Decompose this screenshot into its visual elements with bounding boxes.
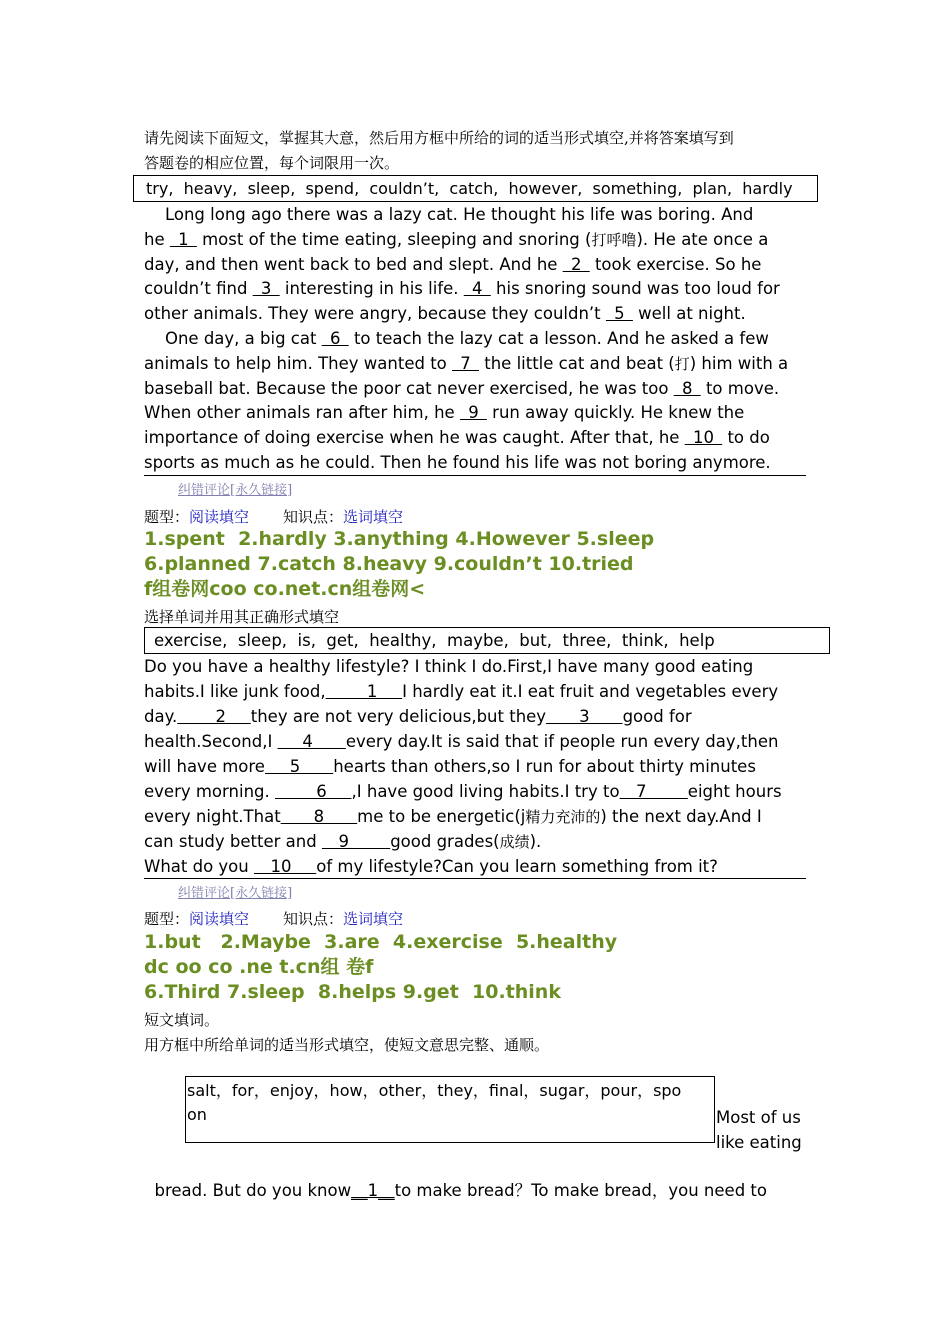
passage-line bbox=[144, 277, 780, 301]
text-segment: One day, a big cat bbox=[144, 329, 322, 348]
passage-line bbox=[144, 755, 756, 779]
instruction-line-2: 答题卷的相应位置，每个词限用一次。 bbox=[144, 154, 400, 172]
answer-line-3: f组卷网coo co.net.cn组卷网< bbox=[144, 578, 426, 600]
passage-line bbox=[144, 327, 769, 351]
blank-1[interactable]: __1__ bbox=[351, 1181, 395, 1200]
divider-1 bbox=[144, 475, 806, 476]
word-box-3-line-1: salt，for，enjoy，how，other，they，final，sugar，pour，spo bbox=[187, 1081, 682, 1100]
section-3-heading: 短文填词。 bbox=[144, 1011, 220, 1029]
passage-line bbox=[144, 426, 770, 450]
passage-line bbox=[144, 805, 762, 829]
text-segment: they are not very delicious,but they bbox=[250, 707, 547, 726]
answer-line-4: 1.but 2.Maybe 3.are 4.exercise 5.healthy bbox=[144, 931, 618, 953]
text-segment: the little cat and beat ( bbox=[479, 353, 675, 373]
error-report-link-2[interactable]: 纠错评论[永久链接] bbox=[178, 886, 293, 901]
text-segment: to teach the lazy cat a lesson. And he asked a few bbox=[348, 329, 769, 348]
question-meta-2 bbox=[144, 908, 403, 929]
passage-line bbox=[144, 377, 779, 401]
text-segment: sports as much as he could. Then he found his life was not boring anymore. bbox=[144, 453, 771, 472]
answer-blank[interactable]: 10 bbox=[684, 428, 723, 448]
text-segment: When other animals ran after him, he bbox=[144, 403, 460, 423]
answer-blank[interactable]: 2 bbox=[562, 254, 590, 274]
answer-blank[interactable]: 5 bbox=[605, 304, 633, 324]
text-segment: good for bbox=[622, 707, 692, 726]
type-label: 题型： bbox=[144, 508, 190, 526]
answer-blank[interactable]: 1 bbox=[325, 682, 403, 701]
word-box-1-text: try, heavy, sleep, spend, couldn’t, catch, however, something, plan, hardly bbox=[146, 179, 793, 198]
divider-2 bbox=[144, 878, 806, 879]
side-text-2: like eating bbox=[716, 1133, 802, 1152]
answer-blank[interactable]: 1 bbox=[169, 229, 197, 249]
passage-line bbox=[144, 253, 761, 277]
passage-line bbox=[144, 855, 718, 879]
passage-line bbox=[144, 401, 744, 425]
passage-line bbox=[144, 451, 771, 475]
type-label: 题型： bbox=[144, 910, 190, 928]
text-segment: other animals. They were angry, because they couldn’t bbox=[144, 304, 606, 324]
passage-line bbox=[144, 730, 778, 754]
text-segment: 打 bbox=[674, 354, 690, 373]
text-segment: every morning. bbox=[144, 782, 275, 801]
text-segment: ). bbox=[529, 832, 542, 851]
word-box-3 bbox=[185, 1076, 715, 1143]
answer-blank[interactable]: 2 bbox=[177, 707, 251, 726]
word-box-1 bbox=[133, 175, 818, 202]
passage-line bbox=[144, 680, 778, 704]
passage-line bbox=[144, 655, 753, 679]
knowledge-label: 知识点： bbox=[283, 910, 344, 928]
text-segment: ,I have good living habits.I try to bbox=[351, 782, 620, 801]
answer-blank[interactable]: 10 bbox=[253, 857, 317, 876]
error-report-link-1[interactable]: 纠错评论[永久链接] bbox=[178, 483, 293, 498]
knowledge-value-link[interactable]: 选词填空 bbox=[343, 508, 404, 526]
word-box-2 bbox=[144, 627, 830, 654]
text-segment: eight hours bbox=[687, 782, 782, 801]
text-segment: to move. bbox=[700, 378, 780, 398]
knowledge-label: 知识点： bbox=[283, 508, 344, 526]
section-3-instruction: 用方框中所给单词的适当形式填空，使短文意思完整、通顺。 bbox=[144, 1036, 550, 1054]
answer-line-5: dc oo co .ne t.cn组 卷f bbox=[144, 956, 374, 978]
word-box-3-line-2: on bbox=[187, 1105, 207, 1124]
answer-blank[interactable]: 9 bbox=[459, 403, 487, 423]
text-segment: animals to help him. They wanted to bbox=[144, 353, 452, 373]
text-segment: couldn’t find bbox=[144, 279, 253, 299]
text-segment: day, and then went back to bed and slept. And he bbox=[144, 254, 563, 274]
text-segment: run away quickly. He knew the bbox=[486, 403, 745, 423]
text-segment: importance of doing exercise when he was caught. After that, he bbox=[144, 428, 685, 448]
text-segment: health.Second,I bbox=[144, 732, 278, 751]
answer-blank[interactable]: 3 bbox=[546, 707, 623, 726]
side-text-1: Most of us bbox=[716, 1108, 801, 1127]
type-value-link[interactable]: 阅读填空 bbox=[189, 910, 250, 928]
text-segment: of my lifestyle?Can you learn something from it? bbox=[316, 857, 718, 876]
text-segment: Long long ago there was a lazy cat. He thought his life was boring. And bbox=[144, 205, 754, 224]
answer-line-1: 1.spent 2.hardly 3.anything 4.However 5.sleep bbox=[144, 528, 655, 550]
text-segment: Do you have a healthy lifestyle? I think I do.First,I have many good eating bbox=[144, 657, 754, 676]
answer-blank[interactable]: 6 bbox=[275, 782, 352, 801]
answer-blank[interactable]: 7 bbox=[619, 782, 688, 801]
text-segment: ) him with a bbox=[689, 353, 789, 373]
answer-blank[interactable]: 6 bbox=[321, 329, 349, 348]
passage-line bbox=[144, 780, 782, 804]
word-box-2-text: exercise, sleep, is, get, healthy, maybe, but, three, think, help bbox=[154, 631, 715, 650]
text-segment: me to be energetic(j bbox=[357, 807, 526, 826]
passage-3-line bbox=[144, 1155, 767, 1203]
passage-line bbox=[144, 302, 746, 326]
text-segment: every night.That bbox=[144, 807, 281, 826]
text-segment: to make bread？To make bread，you need to bbox=[394, 1181, 767, 1200]
answer-blank[interactable]: 8 bbox=[280, 807, 358, 826]
passage-line bbox=[144, 228, 768, 252]
answer-blank[interactable]: 4 bbox=[463, 279, 491, 299]
text-segment: habits.I like junk food, bbox=[144, 682, 326, 701]
text-segment: I hardly eat it.I eat fruit and vegetables every bbox=[402, 682, 779, 701]
text-segment: ). He ate once a bbox=[636, 229, 769, 249]
text-segment: can study better and bbox=[144, 832, 322, 851]
text-segment: most of the time eating, sleeping and snoring ( bbox=[196, 229, 592, 249]
question-meta-1 bbox=[144, 506, 403, 527]
answer-blank[interactable]: 7 bbox=[452, 353, 479, 373]
text-segment: will have more bbox=[144, 757, 265, 776]
passage-line bbox=[144, 705, 692, 729]
type-value-link[interactable]: 阅读填空 bbox=[189, 508, 250, 526]
text-segment: 成绩 bbox=[499, 833, 530, 851]
answer-blank[interactable]: 5 bbox=[264, 757, 334, 776]
answer-blank[interactable]: 4 bbox=[277, 732, 346, 751]
answer-line-2: 6.planned 7.catch 8.heavy 9.couldn’t 10.tried bbox=[144, 553, 634, 575]
text-segment: his snoring sound was too loud for bbox=[490, 279, 780, 299]
text-segment: he bbox=[144, 229, 170, 249]
text-segment: interesting in his life. bbox=[279, 279, 464, 299]
text-segment: hearts than others,so I run for about thirty minutes bbox=[333, 757, 756, 776]
text-segment: 打呼噜 bbox=[591, 230, 637, 249]
answer-blank[interactable]: 3 bbox=[252, 279, 280, 299]
text-segment: well at night. bbox=[632, 304, 746, 324]
text-segment: good grades( bbox=[390, 832, 500, 851]
answer-blank[interactable]: 8 bbox=[673, 378, 701, 398]
text-segment: 精力充沛的 bbox=[525, 808, 601, 826]
answer-blank[interactable]: 9 bbox=[321, 832, 391, 851]
text-segment: bread. But do you know bbox=[154, 1181, 352, 1200]
answer-line-6: 6.Third 7.sleep 8.helps 9.get 10.think bbox=[144, 981, 561, 1003]
text-segment: day. bbox=[144, 707, 178, 726]
knowledge-value-link[interactable]: 选词填空 bbox=[343, 910, 404, 928]
text-segment: ) the next day.And I bbox=[600, 807, 762, 826]
text-segment: to do bbox=[722, 428, 770, 448]
passage-line bbox=[144, 352, 788, 376]
passage-line bbox=[144, 830, 541, 854]
passage-line bbox=[144, 203, 753, 227]
text-segment: baseball bat. Because the poor cat never exercised, he was too bbox=[144, 378, 674, 398]
instruction-line-1: 请先阅读下面短文，掌握其大意，然后用方框中所给的词的适当形式填空,并将答案填写到 bbox=[144, 129, 734, 147]
text-segment: What do you bbox=[144, 857, 254, 876]
text-segment: every day.It is said that if people run every day,then bbox=[345, 732, 779, 751]
text-segment: took exercise. So he bbox=[589, 254, 762, 274]
instruction-2: 选择单词并用其正确形式填空 bbox=[144, 608, 340, 626]
